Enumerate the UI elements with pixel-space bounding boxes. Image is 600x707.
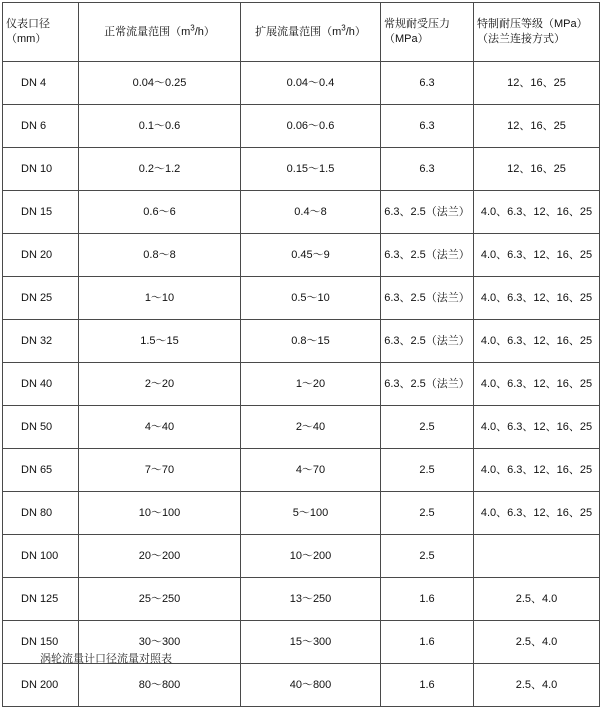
table-row bbox=[3, 234, 600, 277]
cell-extended-flow: 0.45～9 bbox=[241, 234, 381, 277]
table-row bbox=[3, 62, 600, 105]
cell-diameter: DN 40 bbox=[3, 363, 79, 406]
cell-diameter: DN 20 bbox=[3, 234, 79, 277]
cell-standard-pressure: 6.3、2.5（法兰） bbox=[381, 234, 474, 277]
table-row bbox=[3, 320, 600, 363]
table-row bbox=[3, 277, 600, 320]
table-row bbox=[3, 492, 600, 535]
cell-standard-pressure: 2.5 bbox=[381, 406, 474, 449]
cell-normal-flow: 4～40 bbox=[79, 406, 241, 449]
cell-normal-flow: 20～200 bbox=[79, 535, 241, 578]
cell-special-pressure: 4.0、6.3、12、16、25 bbox=[474, 320, 600, 363]
cell-special-pressure: 4.0、6.3、12、16、25 bbox=[474, 191, 600, 234]
cell-diameter: DN 4 bbox=[3, 62, 79, 105]
cell-special-pressure: 4.0、6.3、12、16、25 bbox=[474, 449, 600, 492]
cell-extended-flow: 0.15～1.5 bbox=[241, 148, 381, 191]
header-text-pre: 正常流量范围（m bbox=[104, 25, 191, 38]
cell-diameter: DN 80 bbox=[3, 492, 79, 535]
cell-special-pressure: 12、16、25 bbox=[474, 148, 600, 191]
cell-extended-flow: 0.04～0.4 bbox=[241, 62, 381, 105]
cell-extended-flow: 0.4～8 bbox=[241, 191, 381, 234]
cell-normal-flow: 1.5～15 bbox=[79, 320, 241, 363]
spec-sheet bbox=[0, 2, 600, 691]
cell-extended-flow: 0.5～10 bbox=[241, 277, 381, 320]
cell-special-pressure: 4.0、6.3、12、16、25 bbox=[474, 363, 600, 406]
cell-special-pressure: 4.0、6.3、12、16、25 bbox=[474, 234, 600, 277]
cell-standard-pressure: 6.3 bbox=[381, 148, 474, 191]
cell-normal-flow: 0.6～6 bbox=[79, 191, 241, 234]
cell-diameter: DN 50 bbox=[3, 406, 79, 449]
table-row bbox=[3, 363, 600, 406]
column-header-diameter bbox=[3, 3, 79, 62]
cell-diameter: DN 15 bbox=[3, 191, 79, 234]
table-row bbox=[3, 105, 600, 148]
table-row bbox=[3, 535, 600, 578]
cell-standard-pressure: 2.5 bbox=[381, 449, 474, 492]
cell-standard-pressure: 2.5 bbox=[381, 535, 474, 578]
column-header-normal-flow bbox=[79, 3, 241, 62]
cell-normal-flow: 0.2～1.2 bbox=[79, 148, 241, 191]
table-header bbox=[3, 3, 600, 62]
header-sup: 3 bbox=[190, 22, 195, 32]
cell-extended-flow: 1～20 bbox=[241, 363, 381, 406]
cell-normal-flow: 10～100 bbox=[79, 492, 241, 535]
cell-diameter: DN 125 bbox=[3, 578, 79, 621]
cell-normal-flow: 30～300 bbox=[79, 621, 241, 664]
cell-standard-pressure: 1.6 bbox=[381, 578, 474, 621]
column-header-extended-flow bbox=[241, 3, 381, 62]
cell-extended-flow: 40～800 bbox=[241, 664, 381, 707]
cell-special-pressure: 12、16、25 bbox=[474, 105, 600, 148]
column-header-special-pressure bbox=[474, 3, 600, 62]
cell-extended-flow: 4～70 bbox=[241, 449, 381, 492]
flow-meter-spec-table bbox=[2, 2, 600, 707]
header-text-post: /h） bbox=[345, 25, 366, 38]
table-row bbox=[3, 449, 600, 492]
table-row bbox=[3, 664, 600, 707]
cell-special-pressure: 2.5、4.0 bbox=[474, 621, 600, 664]
cell-special-pressure bbox=[474, 535, 600, 578]
cell-special-pressure: 12、16、25 bbox=[474, 62, 600, 105]
column-header-standard-pressure bbox=[381, 3, 474, 62]
cell-standard-pressure: 6.3 bbox=[381, 105, 474, 148]
table-row bbox=[3, 406, 600, 449]
cell-extended-flow: 10～200 bbox=[241, 535, 381, 578]
cell-normal-flow: 0.04～0.25 bbox=[79, 62, 241, 105]
table-row bbox=[3, 148, 600, 191]
cell-normal-flow: 1～10 bbox=[79, 277, 241, 320]
cell-diameter: DN 32 bbox=[3, 320, 79, 363]
cell-standard-pressure: 2.5 bbox=[381, 492, 474, 535]
cell-standard-pressure: 6.3、2.5（法兰） bbox=[381, 320, 474, 363]
cell-extended-flow: 15～300 bbox=[241, 621, 381, 664]
cell-diameter: DN 100 bbox=[3, 535, 79, 578]
cell-diameter: DN 10 bbox=[3, 148, 79, 191]
cell-special-pressure: 4.0、6.3、12、16、25 bbox=[474, 492, 600, 535]
cell-normal-flow: 25～250 bbox=[79, 578, 241, 621]
cell-diameter: DN 150 bbox=[3, 621, 79, 664]
cell-extended-flow: 13～250 bbox=[241, 578, 381, 621]
table-body bbox=[3, 62, 600, 707]
cell-special-pressure: 4.0、6.3、12、16、25 bbox=[474, 406, 600, 449]
cell-special-pressure: 4.0、6.3、12、16、25 bbox=[474, 277, 600, 320]
cell-standard-pressure: 1.6 bbox=[381, 621, 474, 664]
cell-standard-pressure: 1.6 bbox=[381, 664, 474, 707]
cell-extended-flow: 0.06～0.6 bbox=[241, 105, 381, 148]
cell-standard-pressure: 6.3 bbox=[381, 62, 474, 105]
cell-special-pressure: 2.5、4.0 bbox=[474, 664, 600, 707]
header-text-post: /h） bbox=[194, 25, 215, 38]
header-text-post: m） bbox=[26, 33, 47, 45]
cell-normal-flow: 2～20 bbox=[79, 363, 241, 406]
cell-diameter: DN 25 bbox=[3, 277, 79, 320]
cell-normal-flow: 7～70 bbox=[79, 449, 241, 492]
cell-normal-flow: 80～800 bbox=[79, 664, 241, 707]
cell-extended-flow: 2～40 bbox=[241, 406, 381, 449]
header-sup: 3 bbox=[341, 22, 346, 32]
cell-extended-flow: 0.8～15 bbox=[241, 320, 381, 363]
table-row bbox=[3, 578, 600, 621]
cell-normal-flow: 0.8～8 bbox=[79, 234, 241, 277]
cell-extended-flow: 5～100 bbox=[241, 492, 381, 535]
header-text-pre: 特制耐压等级（MPa）（法兰连接方式） bbox=[477, 18, 588, 45]
cell-diameter: DN 200 bbox=[3, 664, 79, 707]
header-text-pre: 常规耐受压力（MPa） bbox=[384, 18, 450, 45]
cell-standard-pressure: 6.3、2.5（法兰） bbox=[381, 277, 474, 320]
cell-standard-pressure: 6.3、2.5（法兰） bbox=[381, 363, 474, 406]
cell-diameter: DN 6 bbox=[3, 105, 79, 148]
cell-standard-pressure: 6.3、2.5（法兰） bbox=[381, 191, 474, 234]
cell-diameter: DN 65 bbox=[3, 449, 79, 492]
cell-normal-flow: 0.1～0.6 bbox=[79, 105, 241, 148]
header-text-pre: 仪表口径（m bbox=[6, 18, 50, 45]
header-row bbox=[3, 3, 600, 62]
table-row bbox=[3, 191, 600, 234]
cell-special-pressure: 2.5、4.0 bbox=[474, 578, 600, 621]
header-text-pre: 扩展流量范围（m bbox=[255, 25, 342, 38]
footer-note: 涡轮流量计口径流量对照表 bbox=[40, 653, 172, 664]
